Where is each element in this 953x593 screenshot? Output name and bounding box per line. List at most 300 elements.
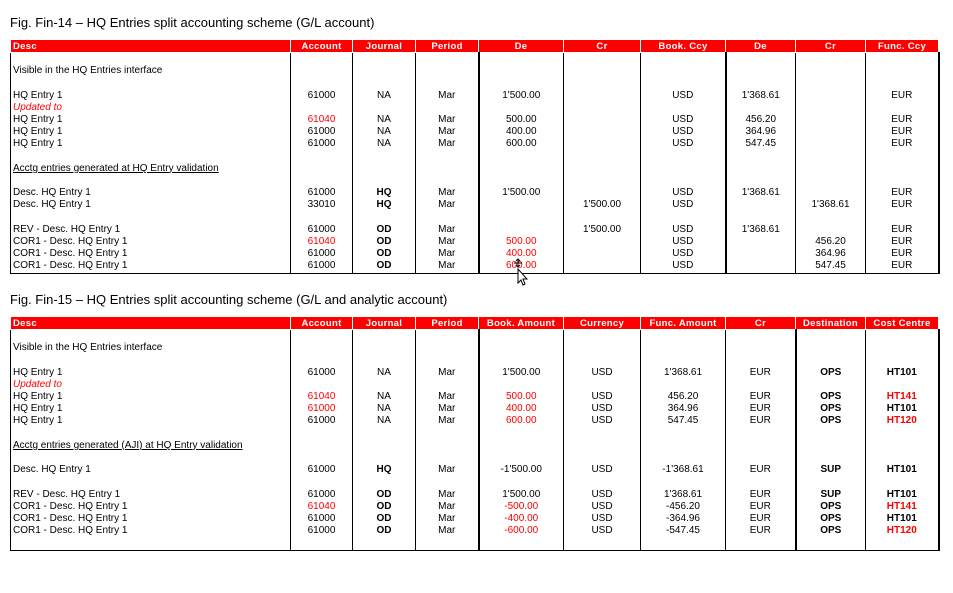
fig14-cell bbox=[726, 53, 796, 66]
fig14-cell: 547.45 bbox=[726, 138, 796, 150]
fig14-cell: USD bbox=[641, 90, 726, 102]
fig15-cell bbox=[353, 452, 416, 464]
fig15-col-header: Func. Amount bbox=[641, 317, 726, 330]
fig15-cell bbox=[866, 342, 939, 354]
fig14-cell bbox=[796, 114, 866, 126]
fig14-table-row bbox=[11, 90, 939, 102]
fig15-cell bbox=[291, 342, 353, 354]
fig14-cell bbox=[796, 212, 866, 224]
fig15-cell: HT141 bbox=[866, 501, 939, 513]
fig14-cell bbox=[564, 248, 641, 260]
fig14-cell: Mar bbox=[416, 126, 479, 138]
fig15-cell: 547.45 bbox=[641, 415, 726, 427]
fig15-cell: EUR bbox=[726, 489, 796, 501]
fig15-cell: 364.96 bbox=[641, 403, 726, 415]
fig15-col-header: Period bbox=[416, 317, 479, 330]
fig15-cell bbox=[479, 537, 564, 550]
fig15-cell bbox=[564, 440, 641, 452]
fig15-cell: OD bbox=[353, 501, 416, 513]
fig14-cell bbox=[11, 175, 291, 187]
fig15-cell bbox=[416, 537, 479, 550]
fig15-cell bbox=[866, 379, 939, 391]
fig14-cell: 547.45 bbox=[796, 260, 866, 273]
fig15-cell bbox=[866, 452, 939, 464]
fig14-cell: 61040 bbox=[291, 236, 353, 248]
fig15-cell bbox=[353, 428, 416, 440]
fig15-cell: EUR bbox=[726, 513, 796, 525]
fig14-table-row bbox=[11, 114, 939, 126]
fig14-cell: HQ bbox=[353, 199, 416, 211]
fig15-cell bbox=[564, 379, 641, 391]
fig15-cell: Mar bbox=[416, 403, 479, 415]
fig15-col-header: Account bbox=[291, 317, 353, 330]
fig14-cell bbox=[726, 163, 796, 175]
fig14-cell: 33010 bbox=[291, 199, 353, 211]
fig14-cell bbox=[479, 199, 564, 211]
fig14-cell: Visible in the HQ Entries interface bbox=[11, 65, 291, 77]
fig14-cell: 600.00 bbox=[479, 260, 564, 273]
fig15-cell: -1'500.00 bbox=[479, 464, 564, 476]
fig15-cell bbox=[416, 440, 479, 452]
fig15-cell bbox=[564, 428, 641, 440]
fig14-cell: NA bbox=[353, 126, 416, 138]
fig14-cell bbox=[726, 65, 796, 77]
fig15-cell: 400.00 bbox=[479, 403, 564, 415]
fig15-col-header: Cr bbox=[726, 317, 796, 330]
fig15-cell: OPS bbox=[796, 525, 866, 537]
fig15-cell: 1'500.00 bbox=[479, 367, 564, 379]
fig15-cell bbox=[726, 342, 796, 354]
fig15-cell: HQ Entry 1 bbox=[11, 403, 291, 415]
fig14-table-row bbox=[11, 212, 939, 224]
fig15-cell: REV - Desc. HQ Entry 1 bbox=[11, 489, 291, 501]
fig15-cell: -547.45 bbox=[641, 525, 726, 537]
fig14-cell bbox=[416, 212, 479, 224]
fig14-table bbox=[10, 39, 940, 274]
fig14-cell bbox=[866, 212, 939, 224]
fig14-cell: EUR bbox=[866, 248, 939, 260]
fig15-cell bbox=[353, 476, 416, 488]
fig15-table-row bbox=[11, 354, 939, 366]
fig15-cell: HQ Entry 1 bbox=[11, 391, 291, 403]
fig14-cell bbox=[641, 102, 726, 114]
fig14-cell bbox=[291, 151, 353, 163]
fig15-table-row bbox=[11, 379, 939, 391]
fig14-cell bbox=[866, 77, 939, 89]
fig14-cell: 600.00 bbox=[479, 138, 564, 150]
fig14-cell: NA bbox=[353, 114, 416, 126]
fig15-header-row bbox=[11, 317, 939, 330]
fig15-cell bbox=[416, 354, 479, 366]
fig14-cell bbox=[416, 53, 479, 66]
fig15-col-header: Currency bbox=[564, 317, 641, 330]
fig14-table-row bbox=[11, 260, 939, 273]
fig14-cell bbox=[796, 224, 866, 236]
fig14-cell: USD bbox=[641, 224, 726, 236]
fig14-col-header: Book. Ccy bbox=[641, 40, 726, 53]
fig14-cell: COR1 - Desc. HQ Entry 1 bbox=[11, 248, 291, 260]
fig14-cell bbox=[564, 236, 641, 248]
fig15-cell: 61040 bbox=[291, 501, 353, 513]
fig15-cell bbox=[416, 379, 479, 391]
fig15-cell: NA bbox=[353, 403, 416, 415]
fig14-table-row bbox=[11, 102, 939, 114]
fig14-cell: 1'500.00 bbox=[479, 90, 564, 102]
fig14-cell bbox=[416, 151, 479, 163]
fig15-cell bbox=[291, 330, 353, 343]
fig15-cell: 600.00 bbox=[479, 415, 564, 427]
fig15-cell bbox=[291, 379, 353, 391]
fig14-cell bbox=[564, 260, 641, 273]
fig14-table-row bbox=[11, 187, 939, 199]
fig15-cell bbox=[416, 330, 479, 343]
fig14-cell bbox=[866, 175, 939, 187]
fig15-cell bbox=[11, 330, 291, 343]
fig15-cell: Mar bbox=[416, 391, 479, 403]
fig14-cell bbox=[866, 102, 939, 114]
fig14-cell bbox=[11, 53, 291, 66]
fig14-cell: USD bbox=[641, 260, 726, 273]
fig14-cell bbox=[796, 65, 866, 77]
fig14-table-row bbox=[11, 248, 939, 260]
fig14-cell bbox=[866, 151, 939, 163]
fig14-cell: 1'500.00 bbox=[564, 224, 641, 236]
fig15-cell: Desc. HQ Entry 1 bbox=[11, 464, 291, 476]
fig14-cell: Updated to bbox=[11, 102, 291, 114]
fig14-cell bbox=[416, 175, 479, 187]
fig14-cell bbox=[564, 90, 641, 102]
fig14-cell: USD bbox=[641, 236, 726, 248]
fig14-cell: OD bbox=[353, 248, 416, 260]
fig15-cell bbox=[726, 330, 796, 343]
fig15-cell bbox=[866, 476, 939, 488]
fig14-cell bbox=[726, 151, 796, 163]
fig15-table-row bbox=[11, 513, 939, 525]
fig15-cell bbox=[866, 428, 939, 440]
fig14-cell: USD bbox=[641, 187, 726, 199]
fig15-cell bbox=[641, 476, 726, 488]
fig15-cell bbox=[726, 476, 796, 488]
fig14-cell bbox=[353, 212, 416, 224]
fig14-cell bbox=[564, 126, 641, 138]
fig15-cell bbox=[726, 428, 796, 440]
fig15-cell bbox=[416, 342, 479, 354]
fig15-cell bbox=[479, 330, 564, 343]
fig14-cell: EUR bbox=[866, 187, 939, 199]
fig15-cell bbox=[796, 452, 866, 464]
fig15-cell: HQ Entry 1 bbox=[11, 415, 291, 427]
fig14-cell bbox=[353, 163, 416, 175]
fig15-cell: Acctg entries generated (AJI) at HQ Entry validation bbox=[11, 440, 291, 452]
fig15-cell: OD bbox=[353, 489, 416, 501]
fig14-cell: HQ bbox=[353, 187, 416, 199]
fig14-cell bbox=[564, 53, 641, 66]
fig15-cell bbox=[726, 354, 796, 366]
fig15-cell bbox=[796, 537, 866, 550]
fig15-cell bbox=[291, 452, 353, 464]
fig15-cell: USD bbox=[564, 403, 641, 415]
fig14-table-row bbox=[11, 163, 939, 175]
fig15-table-row bbox=[11, 440, 939, 452]
fig14-cell: 400.00 bbox=[479, 126, 564, 138]
fig15-cell: USD bbox=[564, 415, 641, 427]
fig15-cell: 61000 bbox=[291, 464, 353, 476]
fig14-col-header: Cr bbox=[796, 40, 866, 53]
fig14-cell bbox=[564, 65, 641, 77]
fig15-cell: Visible in the HQ Entries interface bbox=[11, 342, 291, 354]
fig14-cell bbox=[866, 163, 939, 175]
fig15-cell bbox=[641, 428, 726, 440]
fig15-cell: SUP bbox=[796, 464, 866, 476]
fig15-cell: HQ bbox=[353, 464, 416, 476]
fig14-cell bbox=[11, 151, 291, 163]
fig14-cell bbox=[353, 175, 416, 187]
fig14-cell bbox=[564, 138, 641, 150]
fig14-cell bbox=[641, 65, 726, 77]
fig14-cell bbox=[564, 163, 641, 175]
fig15-cell: HT141 bbox=[866, 391, 939, 403]
fig15-cell: HT101 bbox=[866, 513, 939, 525]
fig14-col-header: De bbox=[726, 40, 796, 53]
fig14-cell: HQ Entry 1 bbox=[11, 90, 291, 102]
fig14-cell: Mar bbox=[416, 248, 479, 260]
fig14-cell: EUR bbox=[866, 260, 939, 273]
fig15-cell: 61040 bbox=[291, 391, 353, 403]
fig15-cell: OD bbox=[353, 525, 416, 537]
fig14-cell bbox=[564, 151, 641, 163]
fig15-cell bbox=[416, 428, 479, 440]
fig14-table-row bbox=[11, 236, 939, 248]
fig14-cell bbox=[353, 53, 416, 66]
fig15-table-row bbox=[11, 476, 939, 488]
fig15-cell bbox=[416, 452, 479, 464]
fig14-col-header: Desc bbox=[11, 40, 291, 53]
fig15-cell: OPS bbox=[796, 513, 866, 525]
fig15-cell bbox=[726, 440, 796, 452]
fig14-col-header: Journal bbox=[353, 40, 416, 53]
fig15-cell: 1'500.00 bbox=[479, 489, 564, 501]
fig15-table-row bbox=[11, 330, 939, 343]
fig15-cell bbox=[353, 379, 416, 391]
fig14-cell: 1'368.61 bbox=[796, 199, 866, 211]
fig14-cell: REV - Desc. HQ Entry 1 bbox=[11, 224, 291, 236]
fig14-cell bbox=[353, 151, 416, 163]
fig14-cell bbox=[564, 77, 641, 89]
fig14-cell bbox=[416, 77, 479, 89]
fig15-cell bbox=[353, 537, 416, 550]
fig14-cell: 400.00 bbox=[479, 248, 564, 260]
fig14-cell: 61000 bbox=[291, 224, 353, 236]
fig14-cell: EUR bbox=[866, 224, 939, 236]
fig15-table bbox=[10, 316, 940, 551]
fig15-cell: USD bbox=[564, 391, 641, 403]
fig15-cell bbox=[291, 476, 353, 488]
fig15-col-header: Desc bbox=[11, 317, 291, 330]
fig14-cell bbox=[796, 175, 866, 187]
fig15-cell: Mar bbox=[416, 464, 479, 476]
fig14-cell: Mar bbox=[416, 224, 479, 236]
fig14-cell: 61040 bbox=[291, 114, 353, 126]
fig14-cell bbox=[291, 53, 353, 66]
fig15-cell: 61000 bbox=[291, 415, 353, 427]
fig14-table-row bbox=[11, 151, 939, 163]
fig14-cell: EUR bbox=[866, 236, 939, 248]
fig14-cell: COR1 - Desc. HQ Entry 1 bbox=[11, 236, 291, 248]
fig15-cell: 61000 bbox=[291, 367, 353, 379]
fig15-table-row bbox=[11, 501, 939, 513]
fig14-cell bbox=[291, 212, 353, 224]
fig14-cell: 61000 bbox=[291, 260, 353, 273]
fig15-cell bbox=[564, 476, 641, 488]
fig15-cell bbox=[479, 379, 564, 391]
fig15-cell bbox=[11, 537, 291, 550]
fig14-cell: 61000 bbox=[291, 90, 353, 102]
fig15-cell: COR1 - Desc. HQ Entry 1 bbox=[11, 513, 291, 525]
fig14-cell bbox=[291, 77, 353, 89]
fig14-cell bbox=[564, 212, 641, 224]
fig14-cell: OD bbox=[353, 224, 416, 236]
fig15-table-row bbox=[11, 415, 939, 427]
fig15-cell: -400.00 bbox=[479, 513, 564, 525]
fig15-cell bbox=[353, 330, 416, 343]
fig15-table-row bbox=[11, 428, 939, 440]
fig15-cell: OPS bbox=[796, 391, 866, 403]
fig15-cell: Mar bbox=[416, 367, 479, 379]
fig15-table-row bbox=[11, 525, 939, 537]
fig14-header-row bbox=[11, 40, 939, 53]
fig14-cell: Desc. HQ Entry 1 bbox=[11, 199, 291, 211]
fig14-cell: USD bbox=[641, 138, 726, 150]
fig14-table-row bbox=[11, 126, 939, 138]
fig15-cell: COR1 - Desc. HQ Entry 1 bbox=[11, 525, 291, 537]
fig15-cell bbox=[866, 537, 939, 550]
fig15-cell bbox=[796, 440, 866, 452]
fig15-cell bbox=[291, 537, 353, 550]
fig14-cell bbox=[11, 77, 291, 89]
fig14-cell bbox=[866, 65, 939, 77]
fig14-cell bbox=[726, 260, 796, 273]
fig15-cell bbox=[479, 342, 564, 354]
fig14-cell: HQ Entry 1 bbox=[11, 126, 291, 138]
fig14-cell bbox=[726, 199, 796, 211]
fig14-cell bbox=[641, 212, 726, 224]
fig15-table-row bbox=[11, 464, 939, 476]
fig15-table-row bbox=[11, 452, 939, 464]
fig14-cell: HQ Entry 1 bbox=[11, 138, 291, 150]
fig14-cell bbox=[641, 163, 726, 175]
fig15-table-row bbox=[11, 403, 939, 415]
fig15-cell bbox=[479, 452, 564, 464]
fig14-col-header: Period bbox=[416, 40, 479, 53]
fig15-cell: Updated to bbox=[11, 379, 291, 391]
fig14-cell: 456.20 bbox=[796, 236, 866, 248]
fig14-cell bbox=[726, 248, 796, 260]
fig15-cell: SUP bbox=[796, 489, 866, 501]
fig14-cell: 364.96 bbox=[796, 248, 866, 260]
fig14-cell: 61000 bbox=[291, 187, 353, 199]
fig15-cell: OD bbox=[353, 513, 416, 525]
fig14-cell: OD bbox=[353, 236, 416, 248]
fig14-table-row bbox=[11, 199, 939, 211]
fig15-cell: 1'368.61 bbox=[641, 367, 726, 379]
fig15-cell: OPS bbox=[796, 403, 866, 415]
fig15-cell bbox=[11, 452, 291, 464]
fig15-cell bbox=[479, 428, 564, 440]
fig14-cell: 1'500.00 bbox=[479, 187, 564, 199]
fig15-cell bbox=[479, 354, 564, 366]
fig14-cell: 1'368.61 bbox=[726, 90, 796, 102]
fig14-cell bbox=[479, 175, 564, 187]
fig15-cell: HT120 bbox=[866, 525, 939, 537]
fig14-cell: Mar bbox=[416, 187, 479, 199]
mouse-pointer-icon bbox=[513, 258, 529, 286]
fig15-cell: 456.20 bbox=[641, 391, 726, 403]
fig15-cell bbox=[291, 428, 353, 440]
fig14-cell bbox=[641, 175, 726, 187]
fig15-cell bbox=[11, 428, 291, 440]
fig14-cell: 500.00 bbox=[479, 114, 564, 126]
fig15-cell: -500.00 bbox=[479, 501, 564, 513]
fig14-cell bbox=[796, 126, 866, 138]
fig14-cell bbox=[796, 53, 866, 66]
fig14-cell: 1'500.00 bbox=[564, 199, 641, 211]
fig14-cell bbox=[726, 77, 796, 89]
fig14-cell: 364.96 bbox=[726, 126, 796, 138]
fig14-cell: HQ Entry 1 bbox=[11, 114, 291, 126]
fig14-cell: 1'368.61 bbox=[726, 224, 796, 236]
fig15-cell bbox=[796, 428, 866, 440]
fig15-cell bbox=[479, 476, 564, 488]
fig15-cell: 500.00 bbox=[479, 391, 564, 403]
fig14-table-row bbox=[11, 65, 939, 77]
fig14-cell: EUR bbox=[866, 114, 939, 126]
fig15-cell bbox=[726, 452, 796, 464]
fig15-table-row bbox=[11, 367, 939, 379]
fig15-cell bbox=[726, 537, 796, 550]
fig14-cell bbox=[564, 187, 641, 199]
fig14-title: Fig. Fin-14 – HQ Entries split accounting scheme (G/L account) bbox=[10, 15, 375, 30]
fig15-cell: 1'368.61 bbox=[641, 489, 726, 501]
fig14-table-row bbox=[11, 53, 939, 66]
fig14-cell bbox=[479, 151, 564, 163]
fig15-cell bbox=[291, 354, 353, 366]
fig14-cell bbox=[479, 77, 564, 89]
fig15-cell bbox=[641, 537, 726, 550]
fig14-col-header: De bbox=[479, 40, 564, 53]
fig15-col-header: Journal bbox=[353, 317, 416, 330]
fig15-cell: HT101 bbox=[866, 464, 939, 476]
fig15-cell bbox=[641, 354, 726, 366]
fig14-cell bbox=[796, 90, 866, 102]
fig14-cell bbox=[479, 102, 564, 114]
fig15-cell: COR1 - Desc. HQ Entry 1 bbox=[11, 501, 291, 513]
fig14-cell bbox=[291, 163, 353, 175]
fig14-cell bbox=[796, 102, 866, 114]
fig14-cell bbox=[564, 175, 641, 187]
fig14-cell bbox=[796, 187, 866, 199]
fig15-col-header: Destination bbox=[796, 317, 866, 330]
fig14-cell: NA bbox=[353, 138, 416, 150]
fig14-cell bbox=[416, 102, 479, 114]
fig14-cell bbox=[641, 53, 726, 66]
fig14-cell bbox=[796, 138, 866, 150]
fig14-cell bbox=[796, 151, 866, 163]
fig15-cell bbox=[11, 476, 291, 488]
fig15-cell: Mar bbox=[416, 501, 479, 513]
fig14-cell: USD bbox=[641, 114, 726, 126]
fig14-cell: 61000 bbox=[291, 126, 353, 138]
fig15-cell bbox=[641, 379, 726, 391]
